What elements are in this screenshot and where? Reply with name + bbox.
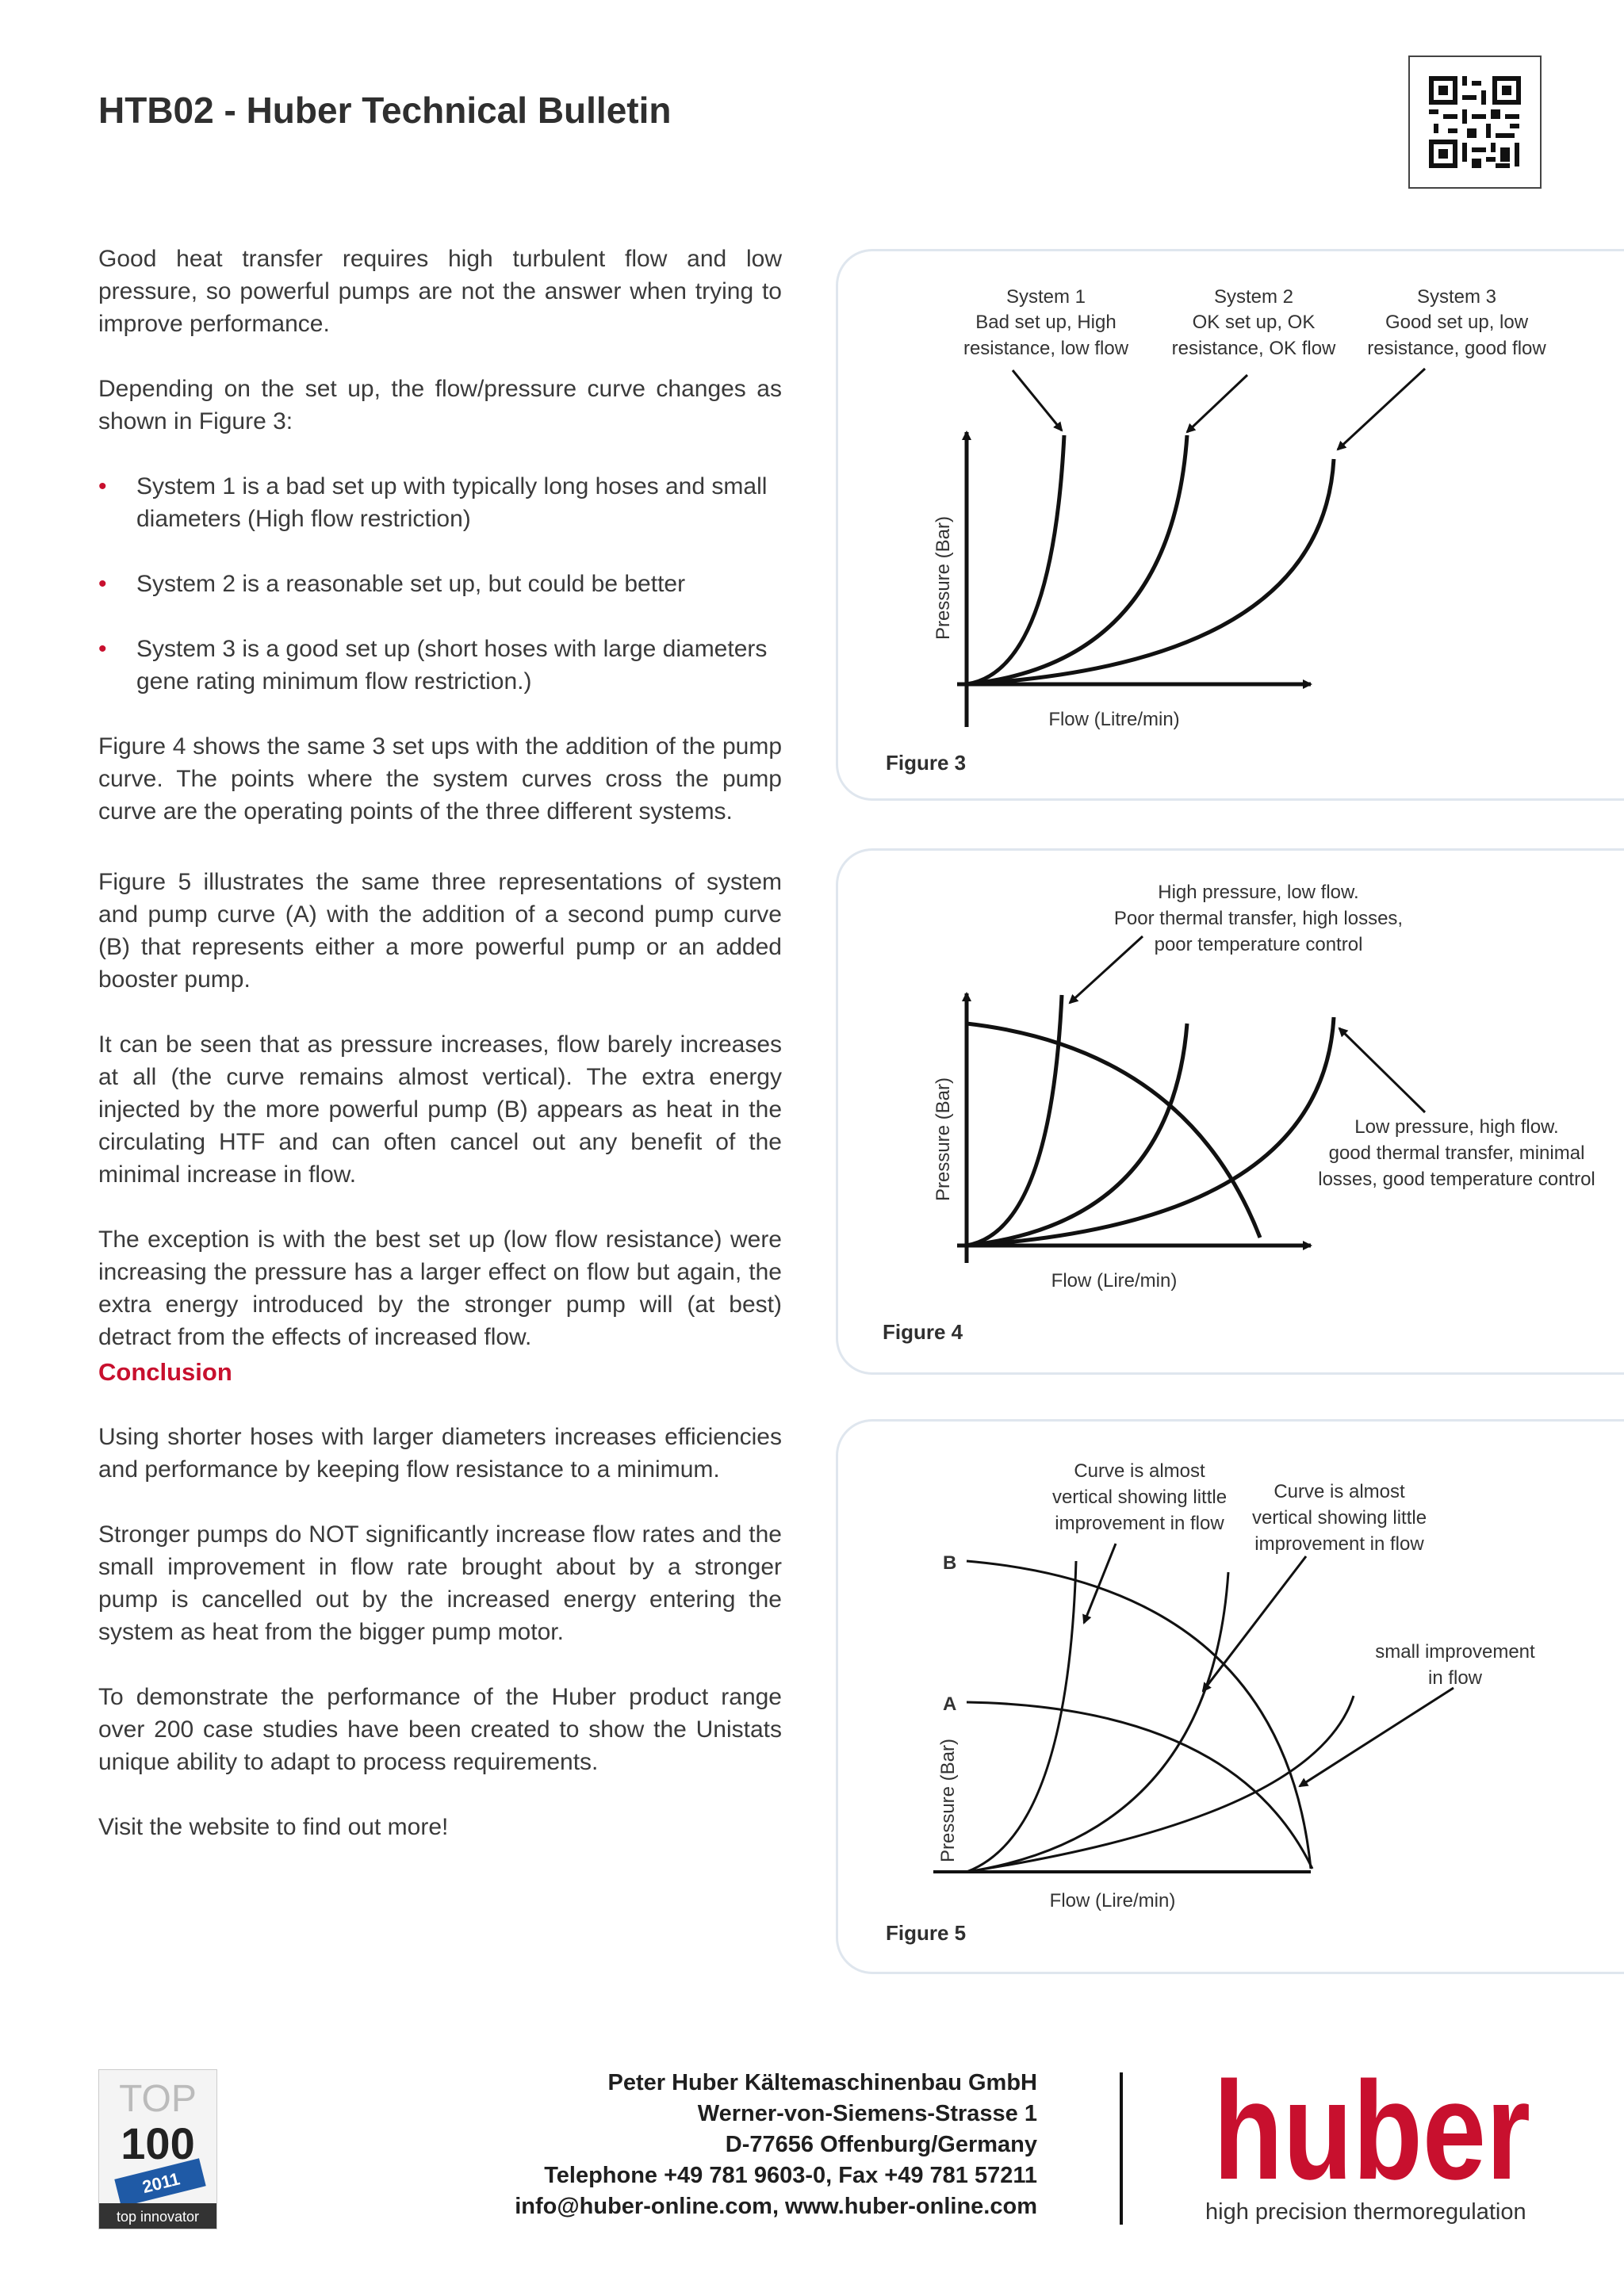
- paragraph: To demonstrate the performance of the Huber product range over 200 case studies have been created to show the Unistats unique ability to adapt to process requirements.: [98, 1684, 782, 1775]
- paragraph: Depending on the set up, the flow/pressure curve changes as shown in Figure 3:: [98, 376, 782, 434]
- bullet-item: • System 1 is a bad set up with typically long hoses and small diameters (High flow restriction): [98, 470, 782, 535]
- system-2-label: OK set up, OK: [1192, 312, 1316, 333]
- system-2-curve: [967, 435, 1187, 684]
- note-1: vertical showing little: [1051, 1487, 1228, 1508]
- system-3-label: Good set up, low: [1385, 312, 1529, 333]
- paragraph: It can be seen that as pressure increases, flow barely increases at all (the curve remains almost vertical). The extra energy injected by the more powerful pump (B) appears as heat in the circulating HTF and can often cancel out any benefit of the minimal increase in flow.: [98, 1031, 782, 1188]
- y-axis-label: Pressure (Bar): [933, 515, 954, 641]
- system-3-curve: [967, 1696, 1354, 1872]
- body-text-column-2: [98, 866, 782, 1353]
- conclusion-heading: Conclusion: [98, 1358, 232, 1386]
- system-1-label: resistance, low flow: [963, 338, 1129, 359]
- note-high-pressure: poor temperature control: [1154, 934, 1363, 955]
- conclusion-section: [98, 1356, 782, 1843]
- huber-logo[interactable]: [1205, 2050, 1538, 2201]
- bullet-dot-icon: •: [98, 473, 107, 499]
- note-3: small improvement: [1375, 1641, 1535, 1663]
- company-phone: Telephone +49 781 9603-0, Fax +49 781 57211: [544, 2163, 1037, 2188]
- note-high-pressure: High pressure, low flow.: [1158, 882, 1359, 903]
- system-1-curve: [967, 435, 1064, 684]
- bullet-dot-icon: •: [98, 636, 107, 662]
- system-2-label: System 2: [1213, 286, 1294, 308]
- note-3: in flow: [1427, 1667, 1483, 1689]
- paragraph: Good heat transfer requires high turbulent flow and low pressure, so powerful pumps are not the answer when trying to improve performance.: [98, 246, 782, 337]
- curve-a-label: A: [943, 1693, 957, 1715]
- top100-award-badge: [98, 2069, 217, 2229]
- award-caption: top innovator: [116, 2209, 200, 2225]
- system-1-label: System 1: [1005, 286, 1086, 308]
- figure-3-caption: Figure 3: [886, 751, 967, 775]
- note-1: improvement in flow: [1055, 1513, 1224, 1534]
- y-axis-label: Pressure (Bar): [937, 1738, 959, 1863]
- qr-code[interactable]: [1408, 55, 1542, 189]
- company-name: Peter Huber Kältemaschinenbau GmbH: [607, 2070, 1037, 2095]
- company-city: D-77656 Offenburg/Germany: [725, 2132, 1037, 2157]
- note-2: Curve is almost: [1274, 1481, 1405, 1502]
- paragraph: Stronger pumps do NOT significantly increase flow rates and the small improvement in flow rate brought about by a stronger pump is cancelled out by the increased energy entering the system as heat from the bigger pump motor.: [98, 1521, 782, 1645]
- arrow-note-2: [1203, 1556, 1306, 1691]
- curve-b-label: B: [943, 1552, 957, 1574]
- figure-4-panel: [836, 848, 1624, 1375]
- figure-5-caption: Figure 5: [886, 1921, 967, 1945]
- arrow-note-3: [1300, 1688, 1454, 1786]
- x-axis-label: Flow (Litre/min): [1048, 709, 1180, 730]
- award-top-text: TOP: [119, 2078, 197, 2120]
- page-title: HTB02 - Huber Technical Bulletin: [98, 90, 672, 131]
- figure-5-chart: [838, 1422, 1624, 1976]
- arrow-system-2: [1187, 375, 1247, 432]
- x-axis-label: Flow (Lire/min): [1049, 1890, 1176, 1911]
- arrow-system-3: [1338, 369, 1425, 450]
- pump-curve: [967, 1024, 1260, 1238]
- body-text-column: [98, 243, 782, 828]
- system-3-label: System 3: [1416, 286, 1497, 308]
- system-1-label: Bad set up, High: [975, 312, 1116, 333]
- note-low-pressure: good thermal transfer, minimal: [1328, 1142, 1585, 1164]
- figure-3-chart: [838, 251, 1624, 803]
- note-low-pressure: Low pressure, high flow.: [1354, 1116, 1559, 1138]
- bullet-dot-icon: •: [98, 571, 107, 597]
- system-2-label: resistance, OK flow: [1171, 338, 1336, 359]
- system-3-curve: [967, 1017, 1334, 1246]
- company-street: Werner-von-Siemens-Strasse 1: [697, 2101, 1037, 2126]
- bullet-item: • System 2 is a reasonable set up, but could be better: [98, 568, 782, 600]
- figure-3-panel: [836, 249, 1624, 801]
- company-web[interactable]: info@huber-online.com, www.huber-online.com: [515, 2194, 1037, 2219]
- arrow-high-pressure: [1070, 936, 1143, 1003]
- note-2: improvement in flow: [1254, 1533, 1424, 1555]
- pump-curve-b: [967, 1561, 1311, 1869]
- x-axis-label: Flow (Lire/min): [1051, 1270, 1178, 1292]
- paragraph: Figure 4 shows the same 3 set ups with the addition of the pump curve. The points where the system curves cross the pump curve are the operating points of the three different systems.: [98, 733, 782, 825]
- paragraph: Visit the website to find out more!: [98, 1814, 449, 1840]
- y-axis-label: Pressure (Bar): [933, 1077, 954, 1202]
- figure-4-caption: Figure 4: [883, 1320, 963, 1344]
- note-1: Curve is almost: [1074, 1460, 1205, 1482]
- award-number: 100: [121, 2118, 195, 2168]
- paragraph: Using shorter hoses with larger diameters increases efficiencies and performance by keeping flow resistance to a minimum.: [98, 1424, 782, 1483]
- system-1-curve: [967, 1561, 1076, 1872]
- note-high-pressure: Poor thermal transfer, high losses,: [1113, 908, 1404, 929]
- huber-tagline: high precision thermoregulation: [1205, 2199, 1526, 2225]
- arrow-system-1: [1013, 370, 1062, 430]
- award-year: 2011: [140, 2168, 182, 2198]
- huber-logo-word: huber: [1213, 2053, 1530, 2201]
- note-2: vertical showing little: [1251, 1507, 1427, 1529]
- figure-4-chart: [838, 851, 1624, 1377]
- figure-5-panel: [836, 1419, 1624, 1974]
- footer-divider: [1120, 2072, 1123, 2225]
- pump-curve-a: [967, 1702, 1312, 1869]
- company-address-block: [515, 2068, 1037, 2222]
- bullet-item: • System 3 is a good set up (short hoses with large diameters gene rating minimum flow restriction.): [98, 633, 782, 698]
- note-low-pressure: losses, good temperature control: [1318, 1169, 1595, 1190]
- paragraph: Figure 5 illustrates the same three representations of system and pump curve (A) with the addition of a second pump curve (B) that represents either a more powerful pump or an added booster pump.: [98, 869, 782, 993]
- arrow-low-pressure: [1339, 1028, 1425, 1112]
- system-3-label: resistance, good flow: [1367, 338, 1546, 359]
- paragraph: The exception is with the best set up (low flow resistance) were increasing the pressure has a larger effect on flow but again, the extra energy introduced by the stronger pump will (at best) detract from the effects of increased flow.: [98, 1226, 782, 1350]
- system-2-curve: [967, 1572, 1228, 1872]
